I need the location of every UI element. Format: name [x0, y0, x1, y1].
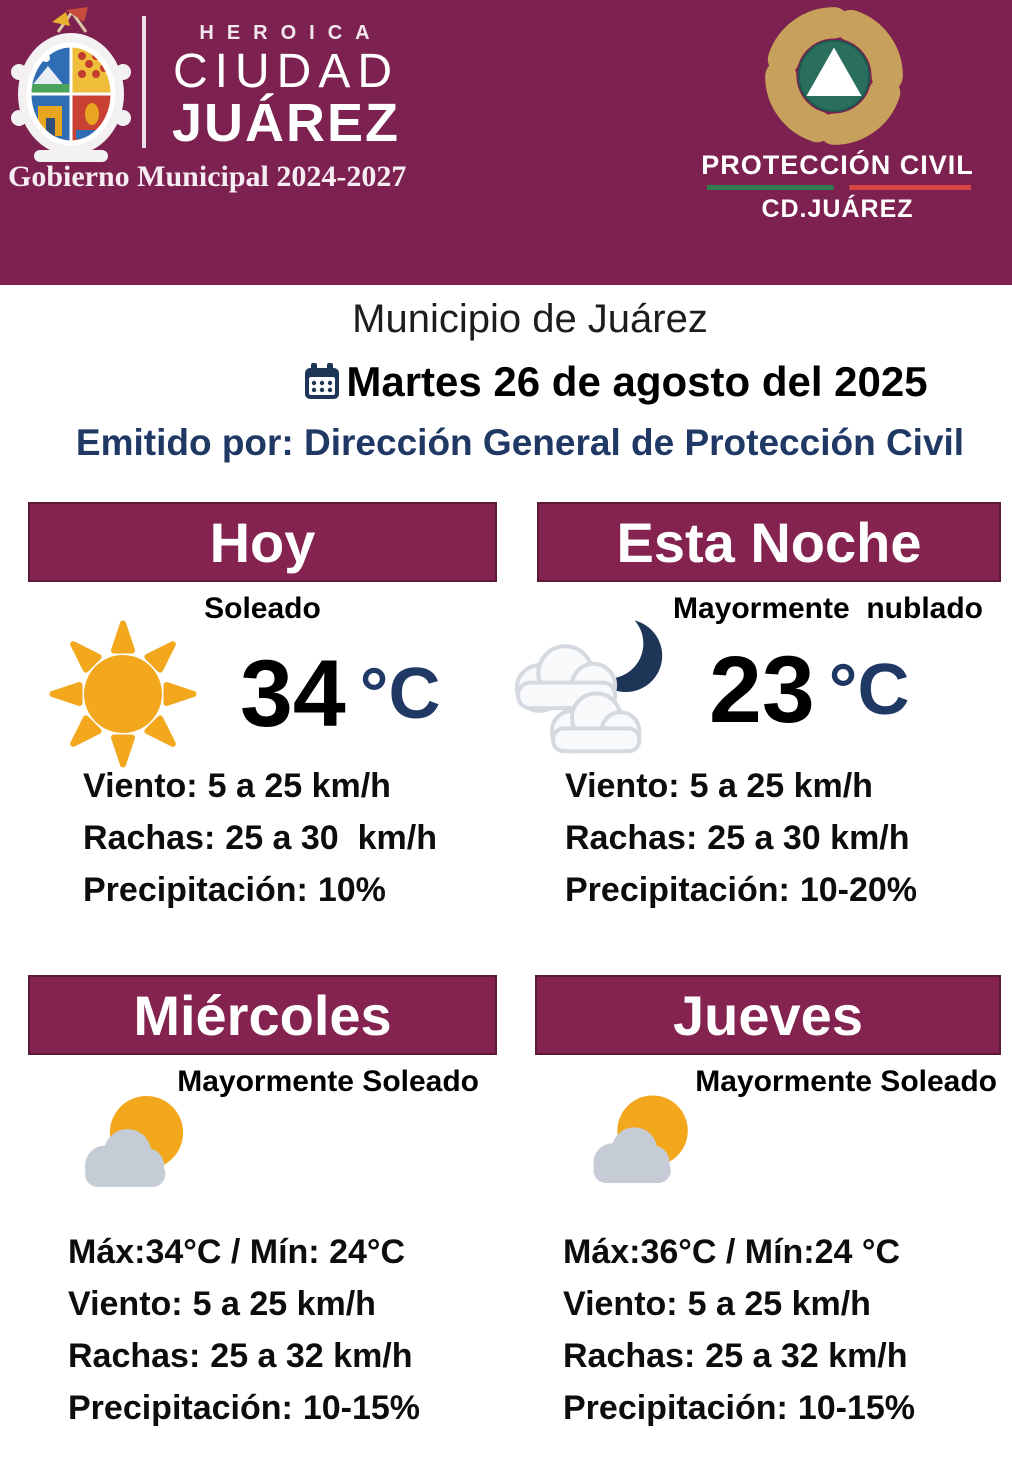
precipitation-line: Precipitación: 10% [83, 871, 386, 909]
banner-divider [142, 16, 146, 148]
wind-line: Viento: 5 a 25 km/h [565, 767, 873, 805]
forecast-card-hoy [28, 502, 497, 932]
issued-by-text: Emitido por: Dirección General de Protección Civil [75, 422, 965, 463]
condition-label: Mayormente Soleado [695, 1065, 997, 1098]
clouds-moon-icon [502, 610, 677, 770]
gusts-line: Rachas: 25 a 32 km/h [68, 1337, 413, 1375]
temperature-unit: °C [828, 650, 910, 730]
cd-juarez-text: CD.JUÁREZ [761, 195, 914, 223]
date-row [250, 358, 980, 406]
max-min-line: Máx:36°C / Mín:24 °C [563, 1233, 901, 1271]
details-block [563, 1285, 915, 1441]
juarez-coat-of-arms [6, 6, 136, 166]
temperature-value: 34 [240, 640, 346, 747]
card-title-bar [28, 975, 497, 1055]
details-block [565, 767, 917, 923]
sun-cloud-icon [72, 1083, 202, 1213]
details-block [83, 767, 437, 923]
condition-label: Mayormente Soleado [177, 1065, 479, 1098]
icon-temp-row [48, 614, 440, 774]
sun-cloud-icon [581, 1083, 706, 1208]
header-banner [0, 0, 1012, 285]
gusts-line: Rachas: 25 a 30 km/h [565, 819, 910, 857]
icon-temp-row [502, 610, 909, 770]
proteccion-civil-emblem-icon [758, 0, 910, 152]
municipio-title: Municipio de Juárez [352, 297, 708, 341]
ciudad-text: CIUDAD [172, 45, 399, 98]
precipitation-line: Precipitación: 10-20% [565, 871, 918, 909]
flag-line [707, 185, 971, 190]
wind-line: Viento: 5 a 25 km/h [68, 1285, 376, 1323]
forecast-card-esta-noche [537, 502, 1001, 932]
gobierno-municipal-text: Gobierno Municipal 2024-2027 [8, 160, 407, 193]
gusts-line: Rachas: 25 a 30 km/h [83, 819, 437, 857]
card-title-bar [537, 502, 1001, 582]
sun-icon [48, 619, 198, 769]
precipitation-line: Precipitación: 10-15% [563, 1389, 916, 1427]
proteccion-civil-text: PROTECCIÓN CIVIL [701, 150, 974, 180]
card-title-bar [28, 502, 497, 582]
calendar-icon [302, 361, 342, 403]
heroica-text: HEROICA [199, 22, 383, 44]
wind-line: Viento: 5 a 25 km/h [563, 1285, 871, 1323]
card-title: Jueves [673, 983, 863, 1047]
card-title: Miércoles [133, 983, 392, 1047]
date-text: Martes 26 de agosto del 2025 [346, 358, 928, 405]
wind-line: Viento: 5 a 25 km/h [83, 767, 391, 805]
gusts-line: Rachas: 25 a 32 km/h [563, 1337, 908, 1375]
card-title: Hoy [209, 510, 316, 574]
forecast-card-jueves [535, 975, 1001, 1455]
card-title: Esta Noche [616, 510, 922, 574]
juarez-text: JUÁREZ [171, 93, 401, 153]
card-title-bar [535, 975, 1001, 1055]
condition-label: Soleado [204, 592, 321, 625]
forecast-card-miercoles [28, 975, 497, 1455]
condition-label: Mayormente nublado [672, 592, 983, 625]
precipitation-line: Precipitación: 10-15% [68, 1389, 421, 1427]
max-min-line: Máx:34°C / Mín: 24°C [68, 1233, 406, 1271]
temperature-value: 23 [709, 636, 815, 743]
temperature-unit: °C [359, 654, 441, 734]
details-block [68, 1285, 420, 1441]
